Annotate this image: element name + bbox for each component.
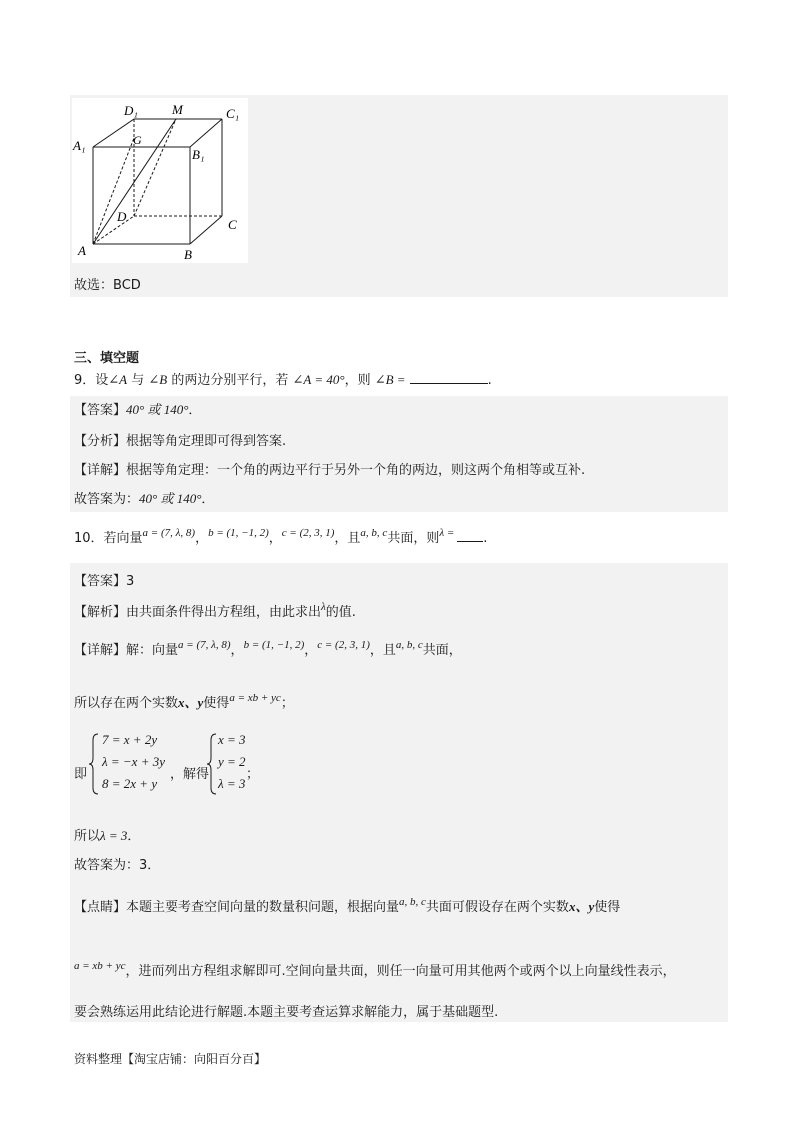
q10-exist-eq: a = xb + yc xyxy=(229,692,281,704)
q10-comment2-text: ，进而列出方程组求解即可.空间向量共面，则任一向量可用其他两个或两个以上向量线性表示， xyxy=(125,964,676,979)
q10-detail-sep-2: ， xyxy=(304,643,318,658)
q10-comment-end: 使得 xyxy=(594,900,621,915)
q8-answer-line: 故选：BCD xyxy=(74,278,141,293)
comment-label: 【点睛】 xyxy=(74,900,127,915)
q10-comment-line3: 要会熟练运用此结论进行解题.本题主要考查运算求解能力，属于基础题型. xyxy=(74,1005,499,1020)
q10-detail-vector-b: b = (1, −1, 2) xyxy=(243,639,305,651)
final-label: 故答案为： xyxy=(74,492,140,507)
q9-condition: ∠A = 40° xyxy=(292,372,345,387)
q10-sep-2: ， xyxy=(268,531,282,546)
q10-comment-line2 xyxy=(74,960,676,981)
q10-analysis-lambda: λ xyxy=(321,601,326,613)
q10-end: . xyxy=(483,531,488,546)
q10-so xyxy=(74,827,140,846)
label-D1: D₁ xyxy=(124,103,138,118)
label-C: C xyxy=(228,217,237,232)
q9-detail xyxy=(74,462,585,480)
q10-sys1-eq1: 7 = x + 2y xyxy=(102,732,158,747)
q10-detail-sep-1: ， xyxy=(230,643,244,658)
section-title: 三、填空题 xyxy=(74,351,140,366)
q10-so-eq: λ = 3 xyxy=(100,828,128,843)
q10-sys2-eq2: y = 2 xyxy=(218,754,246,769)
q10-sys-end: ； xyxy=(246,767,260,782)
edge-B1C1 xyxy=(190,119,222,147)
q10-comment2-eq: a = xb + yc xyxy=(74,960,126,972)
q10-comment-xy: x、y xyxy=(568,899,595,914)
q9-ask: ∠B = xyxy=(374,372,406,387)
q9-angle-b: ∠B xyxy=(148,372,168,387)
q9-number: 9．设 xyxy=(74,373,109,388)
q10-sys1-eq3: 8 = 2x + y xyxy=(102,776,158,791)
q10-sys2-eq1: x = 3 xyxy=(218,732,246,747)
label-D: D xyxy=(117,209,127,224)
q10-system-2 xyxy=(206,732,266,796)
q9-detail-text: 根据等角定理：一个角的两边平行于另外一个角的两边，则这两个角相等或互补. xyxy=(126,463,586,478)
detail-label: 【详解】 xyxy=(74,643,127,658)
edge-AD-hidden xyxy=(93,216,134,244)
label-B1: B₁ xyxy=(192,147,205,162)
q10-exist-mid: 使得 xyxy=(203,696,230,711)
brace-2 xyxy=(206,732,218,796)
edge-BC xyxy=(190,216,222,244)
q10-coplanar: 共面，则 xyxy=(387,531,440,546)
q10-answer xyxy=(74,573,134,591)
brace-1 xyxy=(88,732,100,796)
q9-final-end: ． xyxy=(201,492,215,507)
q10-so-end: ． xyxy=(127,829,141,844)
q10-analysis-pre: 由共面条件得出方程组，由此求出 xyxy=(126,605,322,620)
q10-answer-value: 3 xyxy=(126,574,135,589)
q10-number: 10．若向量 xyxy=(74,531,143,546)
q10-detail-pre: 解：向量 xyxy=(126,643,179,658)
q10-vector-c: c = (2, 3, 1) xyxy=(281,527,335,539)
q9-answer-blank xyxy=(410,383,488,384)
q10-system-1 xyxy=(88,732,198,796)
answer-label: 【答案】 xyxy=(74,403,127,418)
label-G: G xyxy=(133,133,142,147)
q10-so-pre: 所以 xyxy=(74,829,101,844)
q9-answer-end: ． xyxy=(188,403,202,418)
q10-detail-vector-a: a = (7, λ, 8) xyxy=(178,639,231,651)
q10-question xyxy=(74,527,488,548)
q10-ji: 即 xyxy=(74,767,88,782)
q10-vector-b: b = (1, −1, 2) xyxy=(208,527,269,539)
label-A1: A₁ xyxy=(73,138,86,153)
analysis-label: 【解析】 xyxy=(74,605,127,620)
q10-comment-abc: a, b, c xyxy=(399,896,426,908)
q9-question xyxy=(74,371,492,390)
q9-analysis-text: 根据等角定理即可得到答案. xyxy=(126,434,287,449)
q10-lambda: λ = xyxy=(439,527,455,539)
q10-exist-pre: 所以存在两个实数 xyxy=(74,696,179,711)
q10-sys2-eq3: λ = 3 xyxy=(218,776,246,791)
q9-text-3: ，则 xyxy=(344,373,375,388)
q9-answer-value: 40° 或 140° xyxy=(126,402,189,417)
analysis-label: 【分析】 xyxy=(74,434,127,449)
q10-detail-coplanar: 共面， xyxy=(422,643,462,658)
q10-jiede: ，解得 xyxy=(170,767,210,782)
q10-detail-and: ，且 xyxy=(369,643,396,658)
q10-comment-pre: 本题主要考查空间向量的数量积问题，根据向量 xyxy=(126,900,400,915)
label-M: M xyxy=(172,102,183,117)
q9-answer xyxy=(74,401,201,420)
q10-sep-1: ， xyxy=(195,531,209,546)
footer-source: 资料整理【淘宝店铺：向阳百分百】 xyxy=(74,1052,267,1066)
q10-analysis xyxy=(74,601,356,622)
label-C1: C₁ xyxy=(226,106,240,121)
q10-exist-end: ； xyxy=(280,696,294,711)
q9-final-value: 40° 或 140° xyxy=(139,491,202,506)
q10-sys1-eq2: λ = −x + 3y xyxy=(102,754,165,769)
cube-diagram xyxy=(72,98,248,263)
q10-final: 故答案为：3． xyxy=(74,858,161,873)
q9-end: . xyxy=(487,373,492,388)
q10-comment xyxy=(74,898,620,917)
q9-text-1: 与 xyxy=(127,373,149,388)
q9-final xyxy=(74,490,214,509)
edge-A1D1 xyxy=(93,119,134,147)
answer-label: 【答案】 xyxy=(74,574,127,589)
q10-comment-post: 共面可假设存在两个实数 xyxy=(425,900,569,915)
q9-analysis xyxy=(74,433,286,451)
q9-angle-a: ∠A xyxy=(108,372,128,387)
q10-detail-abc: a, b, c xyxy=(395,639,423,651)
label-B: B xyxy=(184,247,192,262)
q10-exist-xy: x、y xyxy=(178,695,204,710)
q10-answer-blank xyxy=(457,541,483,542)
q10-and: ，且 xyxy=(334,531,361,546)
label-A: A xyxy=(78,243,86,258)
detail-label: 【详解】 xyxy=(74,463,127,478)
q10-abc: a, b, c xyxy=(360,527,388,539)
q10-analysis-post: 的值. xyxy=(325,605,356,620)
q10-exist xyxy=(74,694,294,713)
q10-detail-vector-c: c = (2, 3, 1) xyxy=(317,639,370,651)
cube-figure xyxy=(72,98,248,263)
q10-vector-a: a = (7, λ, 8) xyxy=(142,527,196,539)
q10-detail xyxy=(74,639,462,660)
q9-text-2: 的两边分别平行，若 xyxy=(167,373,293,388)
